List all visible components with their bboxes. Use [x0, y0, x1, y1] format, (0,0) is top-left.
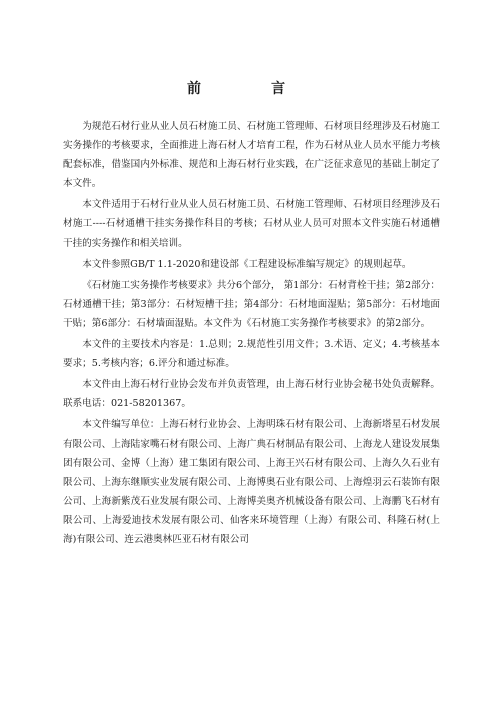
paragraph-contents: 本文件的主要技术内容是：1.总则；2.规范性引用文件；3.术语、定义；4.考核基本要求；5.考核内容；6.评分和通过标准。	[63, 339, 440, 370]
paragraph-drafting-units: 本文件编写单位：上海石材行业协会、上海明珠石材有限公司、上海新塔星石材发展有限公司、上海陆家嘴石材有限公司、上海广典石材制品有限公司、上海龙人建设发展集团有限公司、金博（上海）建工集团有限公司、上海王兴石材有限公司、上海久久石业有限公司、上海东继顺实业发展有限公司、上海博奥石业有限公司、上海煌羽云石装饰有限公司、上海新紫茂石业发展有限公司、上海博美奥齐机械设备有限公司、上海鹏飞石材有限公司、上海爱迪技术发展有限公司、仙客来环境管理（上海）有限公司、科隆石材(上海)有限公司、连云港奥林匹亚石材有限公司	[63, 419, 440, 545]
paragraph-reference: 本文件参照GB/T 1.1-2020和建设部《工程建设标准编写规定》的规则起草。	[82, 258, 412, 270]
page-title: 前 言	[187, 81, 313, 97]
paragraph-purpose: 为规范石材行业从业人员石材施工员、石材施工管理师、石材项目经理涉及石材施工实务操作的考核要求，全面推进上海石材人才培育工程，作为石材从业人员水平能力考核配套标准，借鉴国内外标准、规范和上海石材行业实践，在广泛征求意见的基础上制定了本文件。	[63, 121, 440, 190]
document-body	[63, 117, 440, 551]
paragraph-issuer: 本文件由上海石材行业协会发布并负责管理，由上海石材行业协会秘书处负责解释。联系电话：021-58201367。	[63, 379, 440, 410]
paragraph-scope: 本文件适用于石材行业从业人员石材施工员、石材施工管理师、石材项目经理涉及石材施工----石材通槽干挂实务操作科目的考核；石材从业人员可对照本文件实施石材通槽干挂的实务操作和相关培训。	[63, 199, 440, 249]
paragraph-parts: 《石材施工实务操作考核要求》共分6个部分， 第1部分：石材背栓干挂；第2部分：石材通槽干挂；第3部分：石材短槽干挂；第4部分：石材地面湿贴；第5部分：石材地面干贴；第6部分：石材墙面湿贴。本文件为《石材施工实务操作考核要求》的第2部分。	[63, 279, 440, 329]
